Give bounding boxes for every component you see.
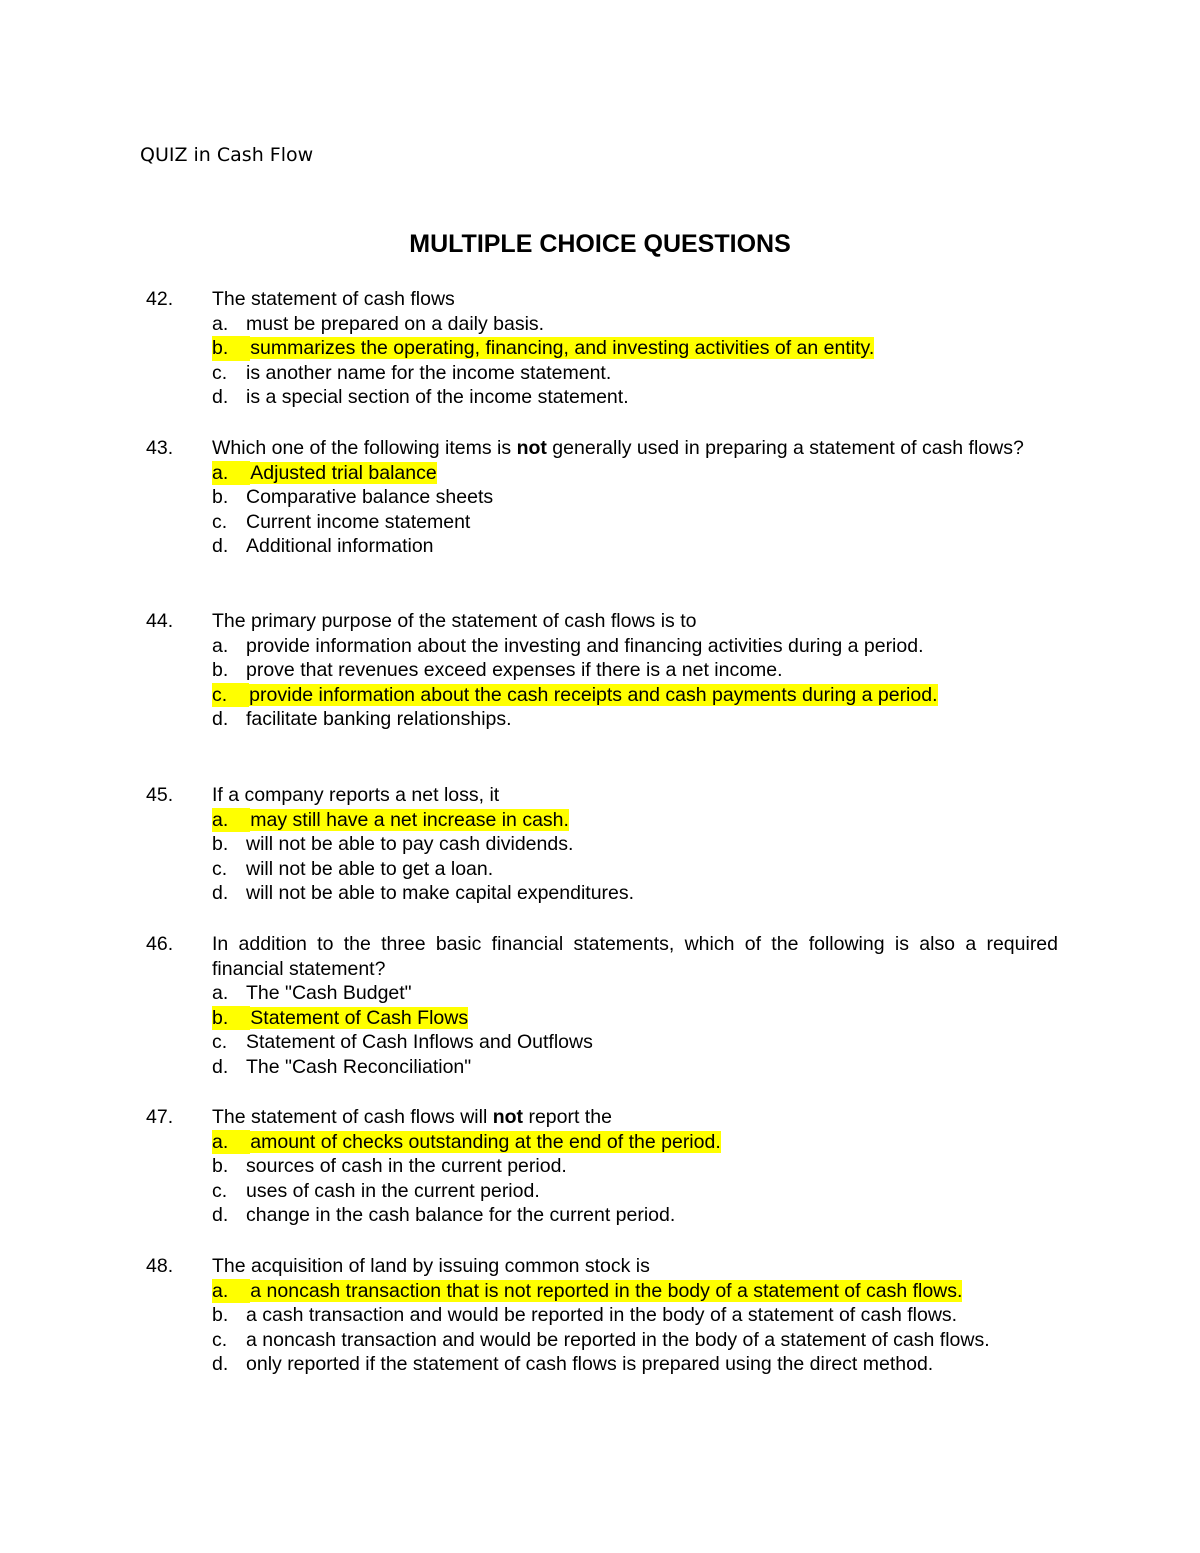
- option-b: b. prove that revenues exceed expenses if there is a net income.: [212, 659, 783, 682]
- question-stem: The statement of cash flows: [212, 288, 455, 310]
- option-b: b. a cash transaction and would be reported in the body of a statement of cash flows.: [212, 1304, 958, 1327]
- question-number: 45.: [146, 784, 174, 806]
- option-b: b. Comparative balance sheets: [212, 486, 494, 509]
- question-48: [146, 1254, 1058, 1377]
- question-45: [146, 783, 1058, 906]
- option-d: d. Additional information: [212, 535, 434, 558]
- question-stem: If a company reports a net loss, it: [212, 784, 500, 806]
- option-c: c. Statement of Cash Inflows and Outflows: [212, 1031, 593, 1054]
- option-d: d. facilitate banking relationships.: [212, 708, 512, 731]
- document-header: QUIZ in Cash Flow: [140, 144, 314, 166]
- option-d: d. change in the cash balance for the current period.: [212, 1204, 676, 1227]
- page-title: MULTIPLE CHOICE QUESTIONS: [409, 230, 791, 258]
- option-a: a. The "Cash Budget": [212, 982, 412, 1005]
- option-a-answer: a. a noncash transaction that is not reported in the body of a statement of cash flows.: [212, 1279, 963, 1302]
- option-d: d. is a special section of the income statement.: [212, 386, 629, 409]
- option-a-answer: a. may still have a net increase in cash.: [212, 808, 569, 831]
- question-46: [146, 932, 1058, 1080]
- question-number: 48.: [146, 1255, 174, 1277]
- question-number: 44.: [146, 610, 174, 632]
- question-number: 46.: [146, 933, 174, 955]
- question-stem: Which one of the following items is not generally used in preparing a statement of cash flows?: [212, 437, 1024, 459]
- question-number: 47.: [146, 1106, 174, 1128]
- option-d: d. will not be able to make capital expenditures.: [212, 882, 635, 905]
- question-number: 42.: [146, 288, 174, 310]
- option-a: a. must be prepared on a daily basis.: [212, 312, 545, 335]
- option-c: c. uses of cash in the current period.: [212, 1179, 540, 1202]
- question-47: [146, 1105, 1058, 1228]
- question-stem: The acquisition of land by issuing common stock is: [212, 1255, 650, 1277]
- question-43: [146, 436, 1058, 559]
- option-a-answer: a. Adjusted trial balance: [212, 461, 437, 484]
- option-b-answer: b. summarizes the operating, financing, and investing activities of an entity.: [212, 337, 875, 360]
- question-42: [146, 287, 1058, 410]
- question-stem: In addition to the three basic financial statements, which of the following is also a required financial statement?: [212, 933, 1058, 980]
- question-44: [146, 609, 1058, 732]
- question-stem: The statement of cash flows will not report the: [212, 1106, 612, 1128]
- option-c-answer: c. provide information about the cash receipts and cash payments during a period.: [212, 683, 938, 706]
- option-b: b. sources of cash in the current period.: [212, 1155, 567, 1178]
- option-c: c. Current income statement: [212, 510, 471, 533]
- option-b: b. will not be able to pay cash dividends.: [212, 833, 574, 856]
- option-c: c. a noncash transaction and would be reported in the body of a statement of cash flows.: [212, 1328, 990, 1351]
- option-d: d. only reported if the statement of cash flows is prepared using the direct method.: [212, 1353, 934, 1376]
- option-d: d. The "Cash Reconciliation": [212, 1055, 472, 1078]
- option-b-answer: b. Statement of Cash Flows: [212, 1006, 469, 1029]
- question-stem: The primary purpose of the statement of cash flows is to: [212, 610, 697, 632]
- option-c: c. is another name for the income statement.: [212, 361, 612, 384]
- question-number: 43.: [146, 437, 174, 459]
- option-a: a. provide information about the investing and financing activities during a period.: [212, 634, 924, 657]
- option-a-answer: a. amount of checks outstanding at the end of the period.: [212, 1130, 721, 1153]
- option-c: c. will not be able to get a loan.: [212, 857, 494, 880]
